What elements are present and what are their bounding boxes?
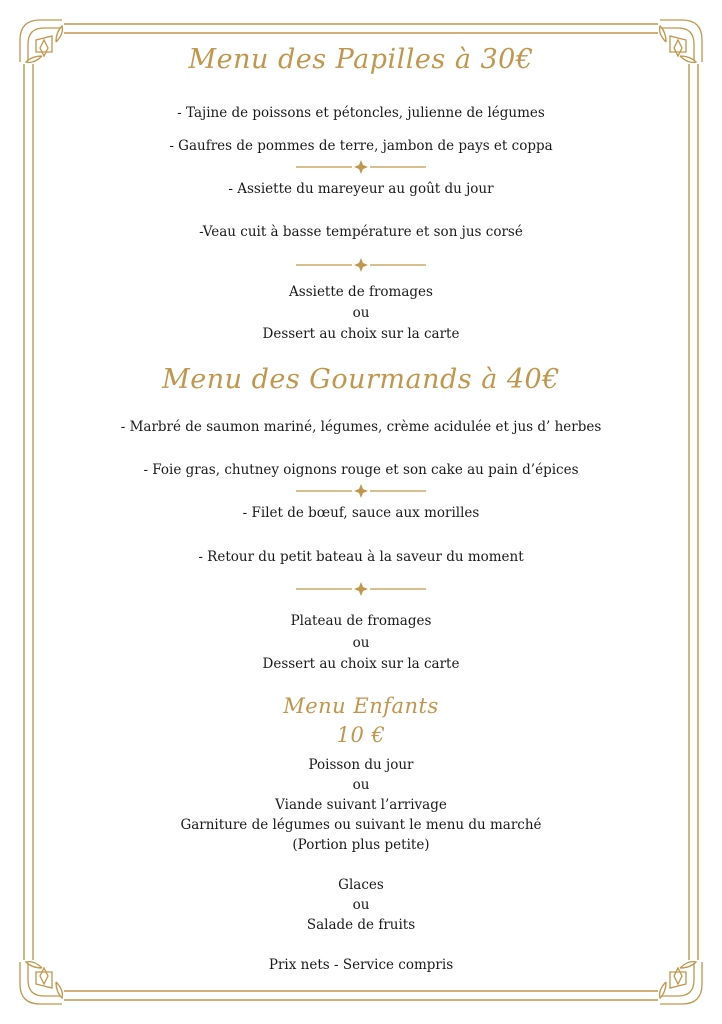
menu-enfants-line-1: Poisson du jour — [308, 757, 414, 773]
footer-note: Prix nets - Service compris — [268, 957, 454, 973]
menu-gourmands-plat-1: - Filet de bœuf, sauce aux morilles — [242, 505, 480, 521]
menu-papilles-dessert-2: Dessert au choix sur la carte — [262, 326, 460, 342]
menu-enfants-line-5: (Portion plus petite) — [292, 837, 430, 853]
menu-enfants-line-8: Salade de fruits — [306, 917, 416, 933]
menu-enfants-line-2: ou — [352, 777, 370, 793]
menu-enfants-line-7: ou — [352, 897, 370, 913]
menu-papilles-entree-2: - Gaufres de pommes de terre, jambon de pays et coppa — [169, 138, 553, 154]
menu-gourmands-entree-2: - Foie gras, chutney oignons rouge et son cake au pain d’épices — [143, 462, 579, 478]
divider-ornament — [296, 582, 426, 596]
menu-enfants-line-3: Viande suivant l’arrivage — [275, 797, 447, 813]
menu-gourmands-title: Menu des Gourmands à 40€ — [162, 364, 560, 395]
menu-enfants-title: Menu Enfants — [283, 694, 439, 718]
menu-papilles-dessert-or: ou — [352, 305, 370, 321]
menu-papilles-dessert-1: Assiette de fromages — [289, 284, 433, 300]
menu-gourmands-entree-1: - Marbré de saumon mariné, légumes, crème acidulée et jus d’ herbes — [120, 419, 602, 435]
menu-papilles-plat-1: - Assiette du mareyeur au goût du jour — [228, 181, 494, 197]
menu-gourmands-dessert-2: Dessert au choix sur la carte — [262, 656, 460, 672]
menu-papilles-entree-1: - Tajine de poissons et pétoncles, julienne de légumes — [177, 105, 545, 121]
divider-ornament — [296, 484, 426, 498]
menu-gourmands-plat-2: - Retour du petit bateau à la saveur du moment — [198, 549, 524, 565]
menu-papilles-plat-2: -Veau cuit à basse température et son jus corsé — [199, 224, 523, 240]
menu-gourmands-dessert-1: Plateau de fromages — [290, 613, 432, 629]
menu-enfants-price: 10 € — [336, 723, 386, 747]
menu-enfants-line-4: Garniture de légumes ou suivant le menu du marché — [180, 817, 542, 833]
divider-ornament — [296, 258, 426, 272]
menu-papilles-title: Menu des Papilles à 30€ — [188, 44, 534, 75]
menu-gourmands-dessert-or: ou — [352, 635, 370, 651]
divider-ornament — [296, 160, 426, 174]
menu-enfants-line-6: Glaces — [338, 877, 384, 893]
